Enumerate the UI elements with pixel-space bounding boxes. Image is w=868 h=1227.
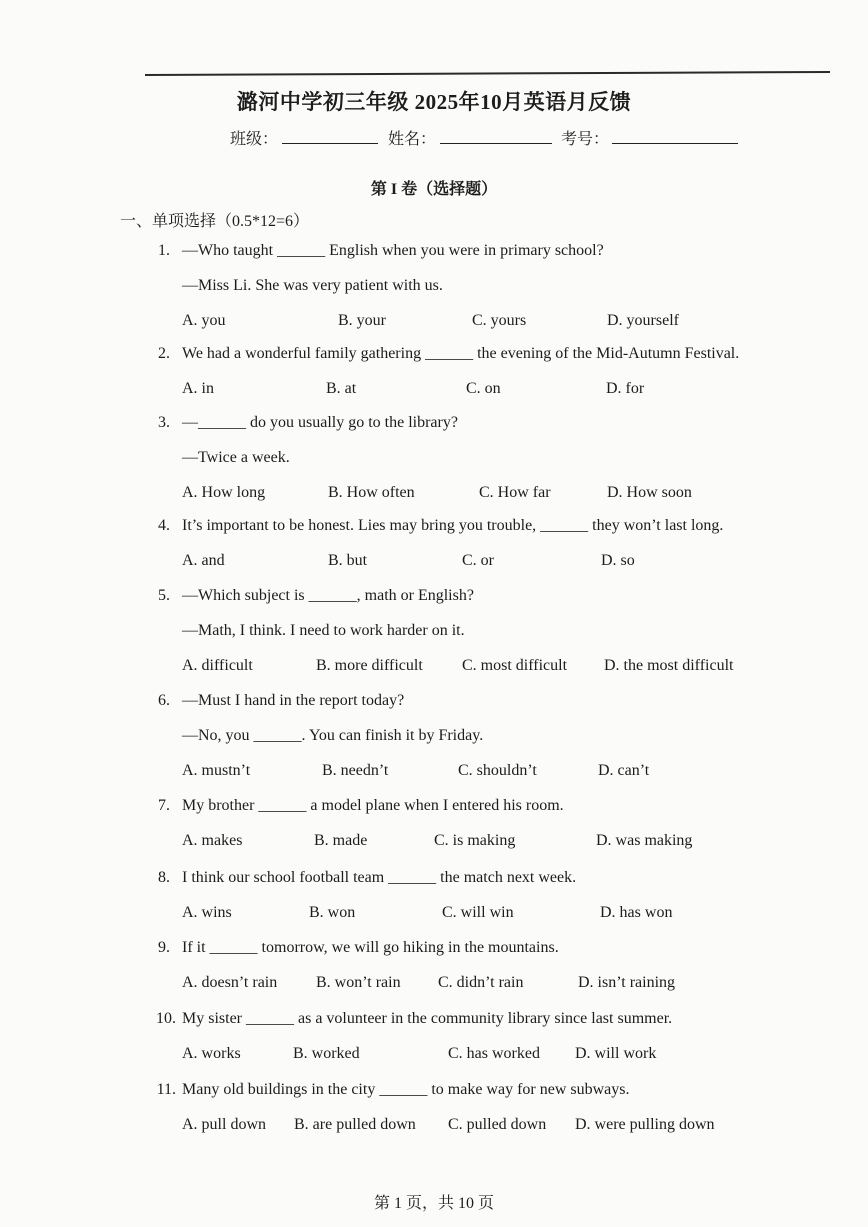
question-text: —Who taught ______ English when you were in primary school? bbox=[182, 242, 604, 259]
answer-option[interactable]: D. was making bbox=[596, 832, 693, 849]
answer-option[interactable]: B. worked bbox=[293, 1045, 360, 1062]
answer-option[interactable]: A. you bbox=[182, 312, 226, 329]
answer-option[interactable]: C. pulled down bbox=[448, 1116, 547, 1133]
question-text: My sister ______ as a volunteer in the community library since last summer. bbox=[182, 1010, 673, 1027]
answer-option[interactable]: C. has worked bbox=[448, 1045, 540, 1062]
question-number: 10. bbox=[156, 1010, 176, 1027]
answer-option[interactable]: D. has won bbox=[600, 904, 673, 921]
question-number: 7. bbox=[158, 797, 170, 814]
answer-option[interactable]: D. so bbox=[601, 552, 635, 569]
question-number: 9. bbox=[158, 939, 170, 956]
question-number: 2. bbox=[158, 345, 170, 362]
section-title: 第 I 卷（选择题） bbox=[370, 181, 498, 198]
answer-option[interactable]: C. shouldn’t bbox=[458, 762, 537, 779]
question-text: —Twice a week. bbox=[182, 449, 290, 466]
question-text: —Math, I think. I need to work harder on it. bbox=[182, 622, 465, 639]
class-label: 班级： bbox=[230, 131, 279, 148]
exam-no-field[interactable] bbox=[612, 143, 738, 144]
answer-option[interactable]: A. wins bbox=[182, 904, 232, 921]
answer-option[interactable]: C. most difficult bbox=[462, 657, 568, 674]
answer-option[interactable]: C. How far bbox=[479, 484, 551, 501]
answer-option[interactable]: B. needn’t bbox=[322, 762, 389, 779]
answer-option[interactable]: D. How soon bbox=[607, 484, 692, 501]
answer-option[interactable]: D. were pulling down bbox=[575, 1116, 715, 1133]
answer-option[interactable]: D. can’t bbox=[598, 762, 650, 779]
answer-option[interactable]: D. for bbox=[606, 380, 645, 397]
answer-option[interactable]: A. doesn’t rain bbox=[182, 974, 278, 991]
answer-option[interactable]: B. won bbox=[309, 904, 356, 921]
answer-option[interactable]: A. mustn’t bbox=[182, 762, 251, 779]
question-text: —Which subject is ______, math or English? bbox=[182, 587, 474, 604]
answer-option[interactable]: B. at bbox=[326, 380, 357, 397]
answer-option[interactable]: A. in bbox=[182, 380, 214, 397]
answer-option[interactable]: A. works bbox=[182, 1045, 241, 1062]
class-field[interactable] bbox=[282, 143, 378, 144]
student-info-row bbox=[0, 126, 868, 148]
question-number: 6. bbox=[158, 692, 170, 709]
answer-option[interactable]: B. made bbox=[314, 832, 368, 849]
question-number: 8. bbox=[158, 869, 170, 886]
answer-option[interactable]: D. isn’t raining bbox=[578, 974, 676, 991]
answer-option[interactable]: D. the most difficult bbox=[604, 657, 734, 674]
part-title: 一、单项选择（0.5*12=6） bbox=[120, 213, 310, 230]
answer-option[interactable]: D. will work bbox=[575, 1045, 657, 1062]
answer-option[interactable]: A. How long bbox=[182, 484, 266, 501]
question-number: 5. bbox=[158, 587, 170, 604]
question-text: If it ______ tomorrow, we will go hiking in the mountains. bbox=[182, 939, 559, 956]
name-label: 姓名： bbox=[388, 131, 437, 148]
answer-option[interactable]: C. on bbox=[466, 380, 501, 397]
answer-option[interactable]: A. makes bbox=[182, 832, 243, 849]
answer-option[interactable]: B. more difficult bbox=[316, 657, 423, 674]
question-number: 4. bbox=[158, 517, 170, 534]
header-rule bbox=[145, 71, 830, 76]
question-number: 3. bbox=[158, 414, 170, 431]
answer-option[interactable]: B. your bbox=[338, 312, 386, 329]
question-text: —Must I hand in the report today? bbox=[182, 692, 405, 709]
page-footer: 第 1 页，共 10 页 bbox=[373, 1195, 494, 1212]
answer-option[interactable]: C. yours bbox=[472, 312, 527, 329]
question-text: It’s important to be honest. Lies may bring you trouble, ______ they won’t last long. bbox=[182, 517, 724, 534]
question-number: 11. bbox=[156, 1081, 176, 1098]
question-text: My brother ______ a model plane when I entered his room. bbox=[182, 797, 564, 814]
question-text: —No, you ______. You can finish it by Friday. bbox=[182, 727, 484, 744]
answer-option[interactable]: D. yourself bbox=[607, 312, 679, 329]
answer-option[interactable]: B. won’t rain bbox=[316, 974, 401, 991]
question-text: Many old buildings in the city ______ to make way for new subways. bbox=[182, 1081, 630, 1098]
answer-option[interactable]: B. How often bbox=[328, 484, 415, 501]
exam-no-label: 考号： bbox=[561, 131, 610, 148]
answer-option[interactable]: C. will win bbox=[442, 904, 514, 921]
answer-option[interactable]: A. pull down bbox=[182, 1116, 266, 1133]
question-text: We had a wonderful family gathering ______ the evening of the Mid-Autumn Festival. bbox=[182, 345, 740, 362]
exam-title: 潞河中学初三年级 2025年10月英语月反馈 bbox=[236, 90, 632, 114]
answer-option[interactable]: A. difficult bbox=[182, 657, 253, 674]
answer-option[interactable]: B. are pulled down bbox=[294, 1116, 416, 1133]
name-field[interactable] bbox=[440, 143, 552, 144]
question-number: 1. bbox=[158, 242, 170, 259]
answer-option[interactable]: A. and bbox=[182, 552, 225, 569]
answer-option[interactable]: C. or bbox=[462, 552, 494, 569]
question-text: I think our school football team ______ the match next week. bbox=[182, 869, 577, 886]
answer-option[interactable]: B. but bbox=[328, 552, 368, 569]
question-text: —______ do you usually go to the library? bbox=[182, 414, 458, 431]
question-text: —Miss Li. She was very patient with us. bbox=[182, 277, 443, 294]
answer-option[interactable]: C. didn’t rain bbox=[438, 974, 524, 991]
answer-option[interactable]: C. is making bbox=[434, 832, 516, 849]
